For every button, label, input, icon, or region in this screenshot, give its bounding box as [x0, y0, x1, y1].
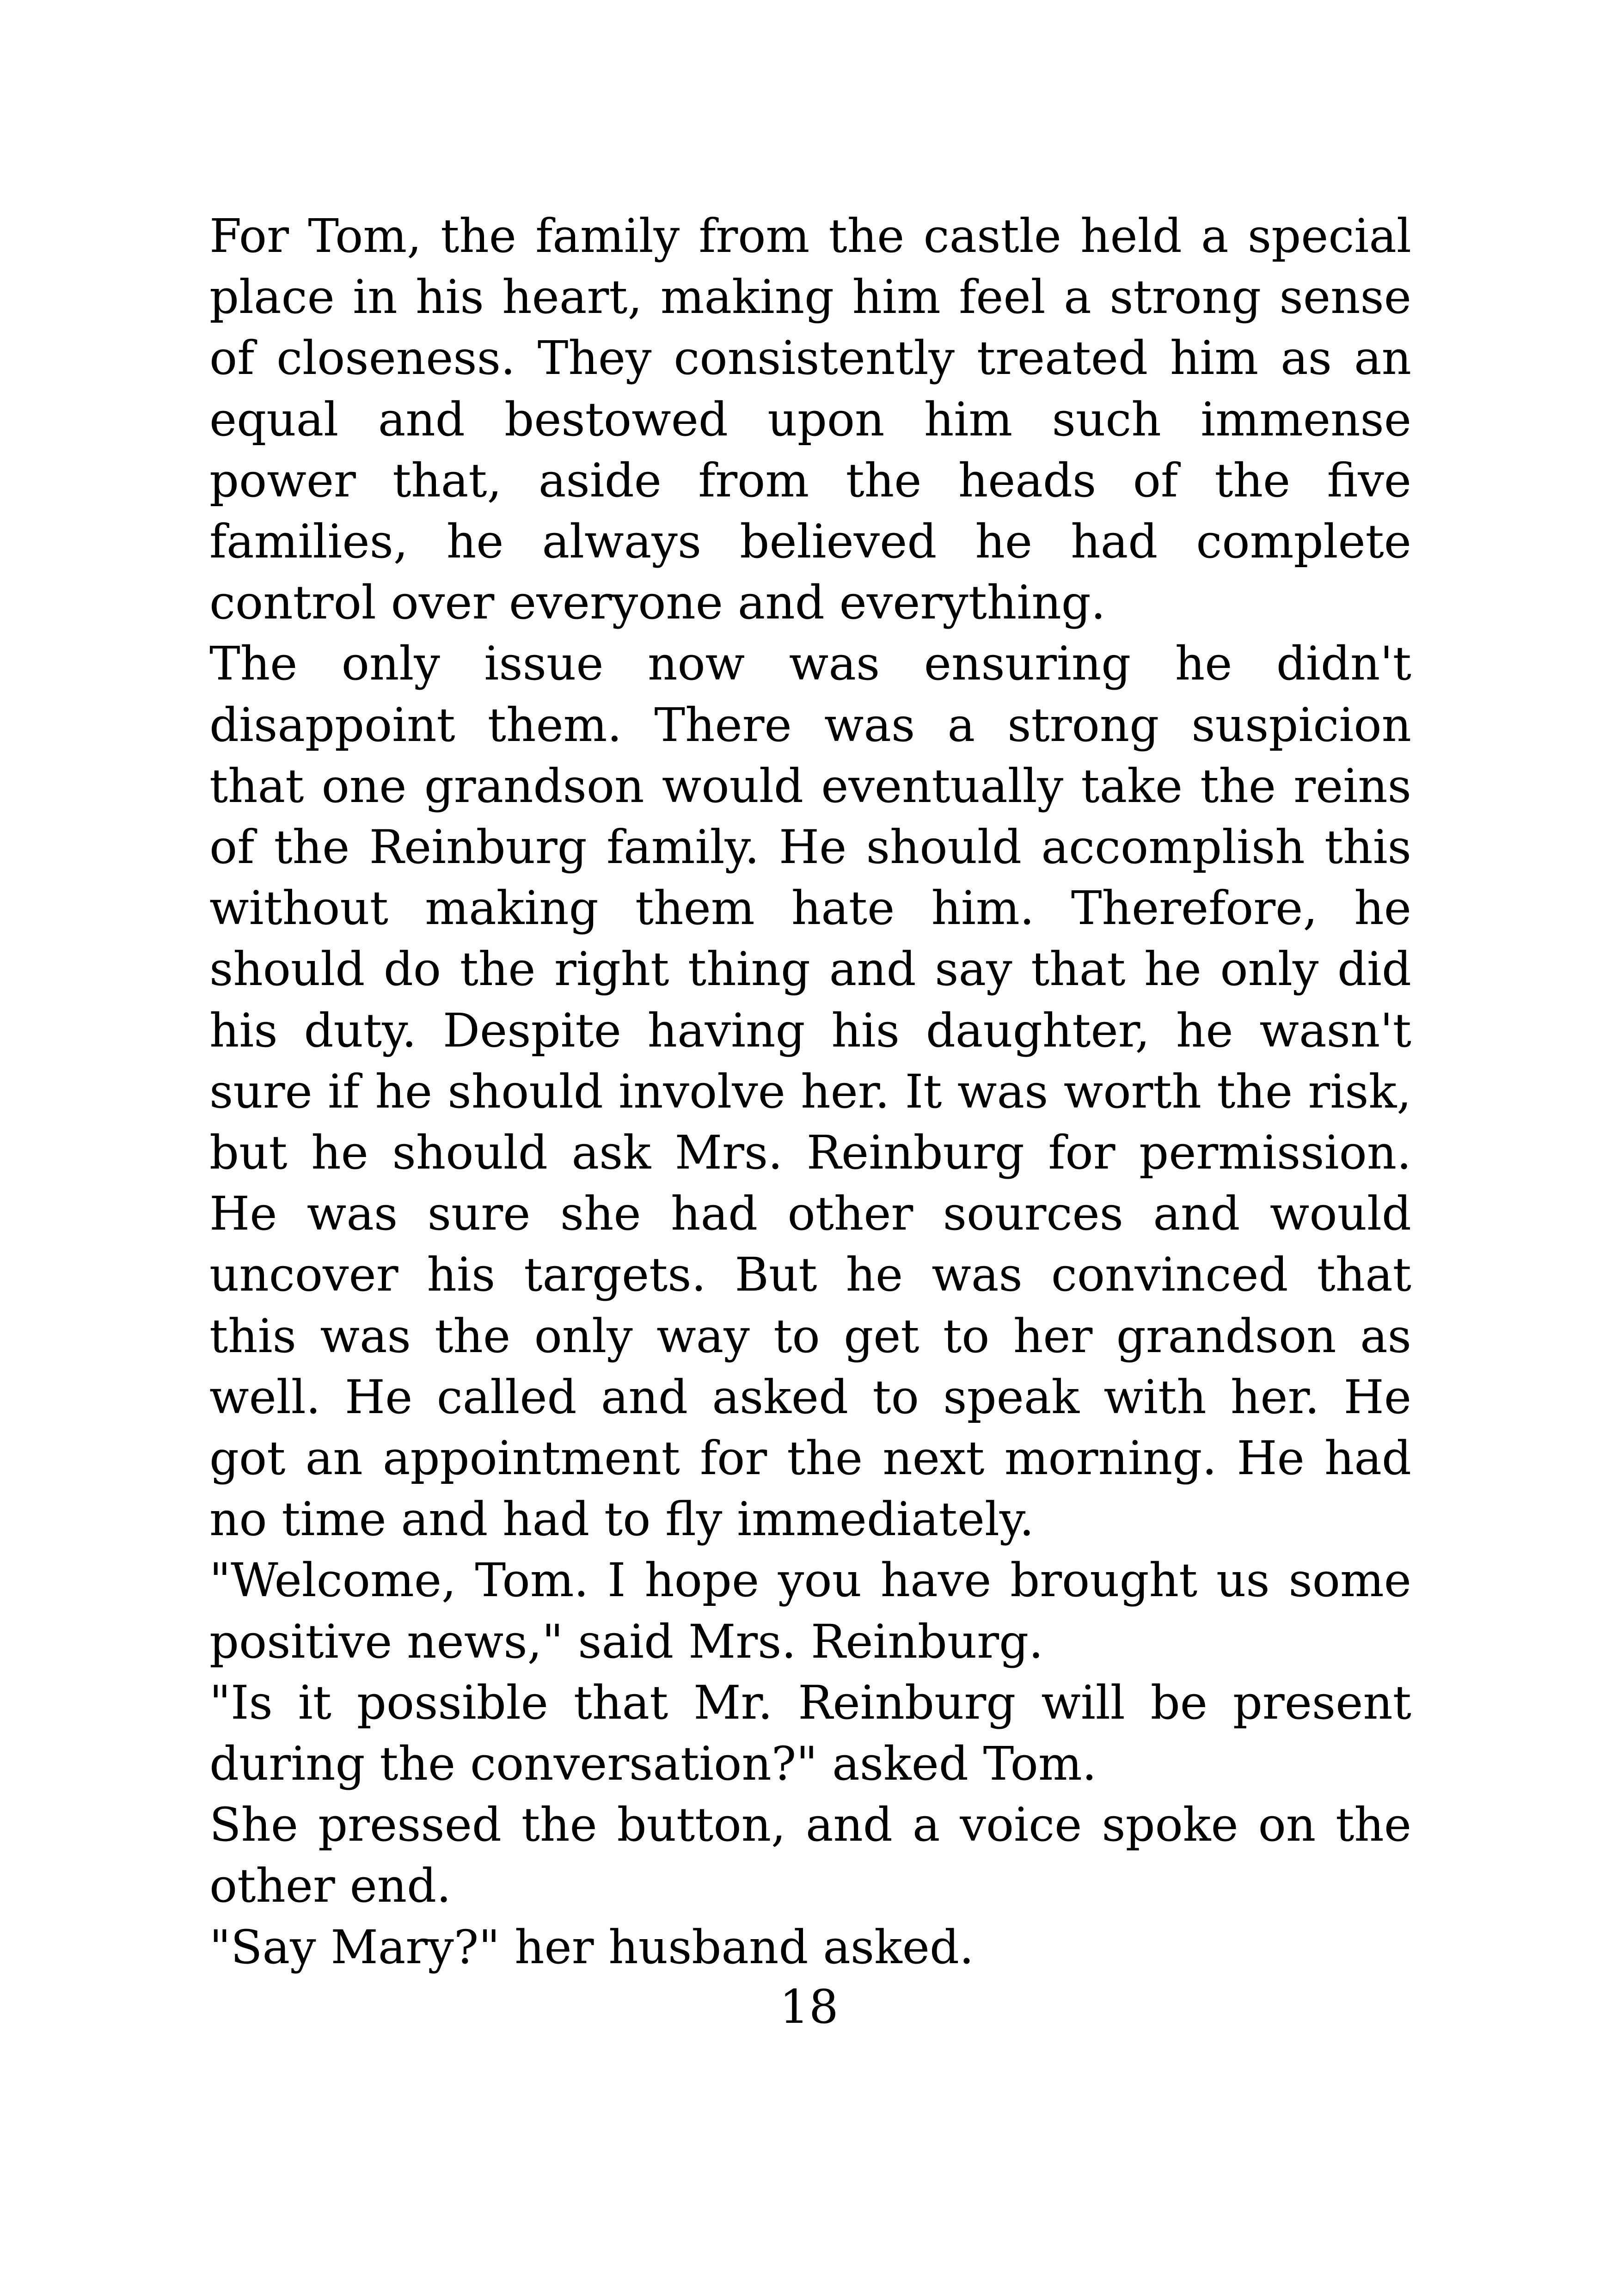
body-text: [209, 206, 1411, 1978]
paragraph: She pressed the button, and a voice spoke on the other end.: [209, 1798, 1411, 1913]
paragraph: "Welcome, Tom. I hope you have brought us some positive news," said Mrs. Reinburg.: [209, 1553, 1411, 1669]
paragraph: For Tom, the family from the castle held a special place in his heart, making him feel a strong sense of closeness. They consistently treated him as an equal and bestowed upon him such immense power that, aside from the heads of the five families, he always believed he had complete control over everyone and everything.: [209, 209, 1411, 630]
paragraph: "Say Mary?" her husband asked.: [209, 1920, 974, 1974]
paragraph: "Is it possible that Mr. Reinburg will be present during the conversation?" asked Tom.: [209, 1675, 1411, 1791]
page-number: 18: [779, 1980, 839, 2034]
paragraph: The only issue now was ensuring he didn't disappoint them. There was a strong suspicion that one grandson would eventually take the reins of the Reinburg family. He should accomplish this without making them hate him. Therefore, he should do the right thing and say that he only did his duty. Despite having his daughter, he wasn't sure if he should involve her. It was worth the risk, but he should ask Mrs. Reinburg for permission. He was sure she had other sources and would uncover his targets. But he was convinced that this was the only way to get to her grandson as well. He called and asked to speak with her. He got an appointment for the next morning. He had no time and had to fly immediately.: [209, 637, 1411, 1547]
